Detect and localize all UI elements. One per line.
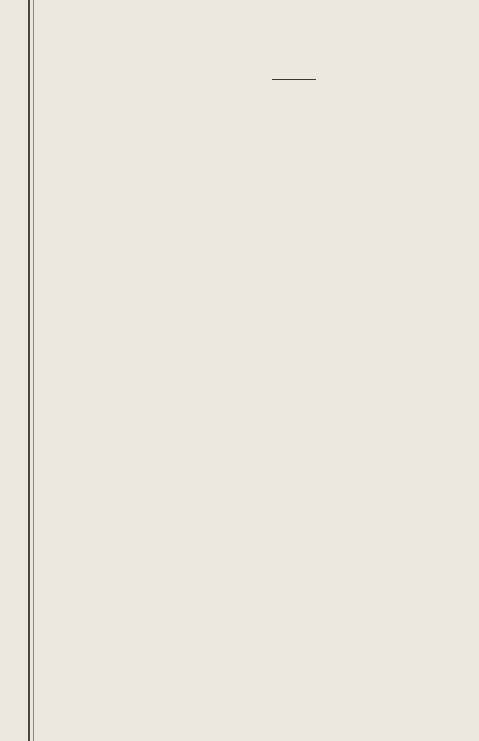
binding-rule-inner xyxy=(33,0,34,741)
strikethrough xyxy=(272,79,316,80)
binding-rule xyxy=(28,0,30,741)
